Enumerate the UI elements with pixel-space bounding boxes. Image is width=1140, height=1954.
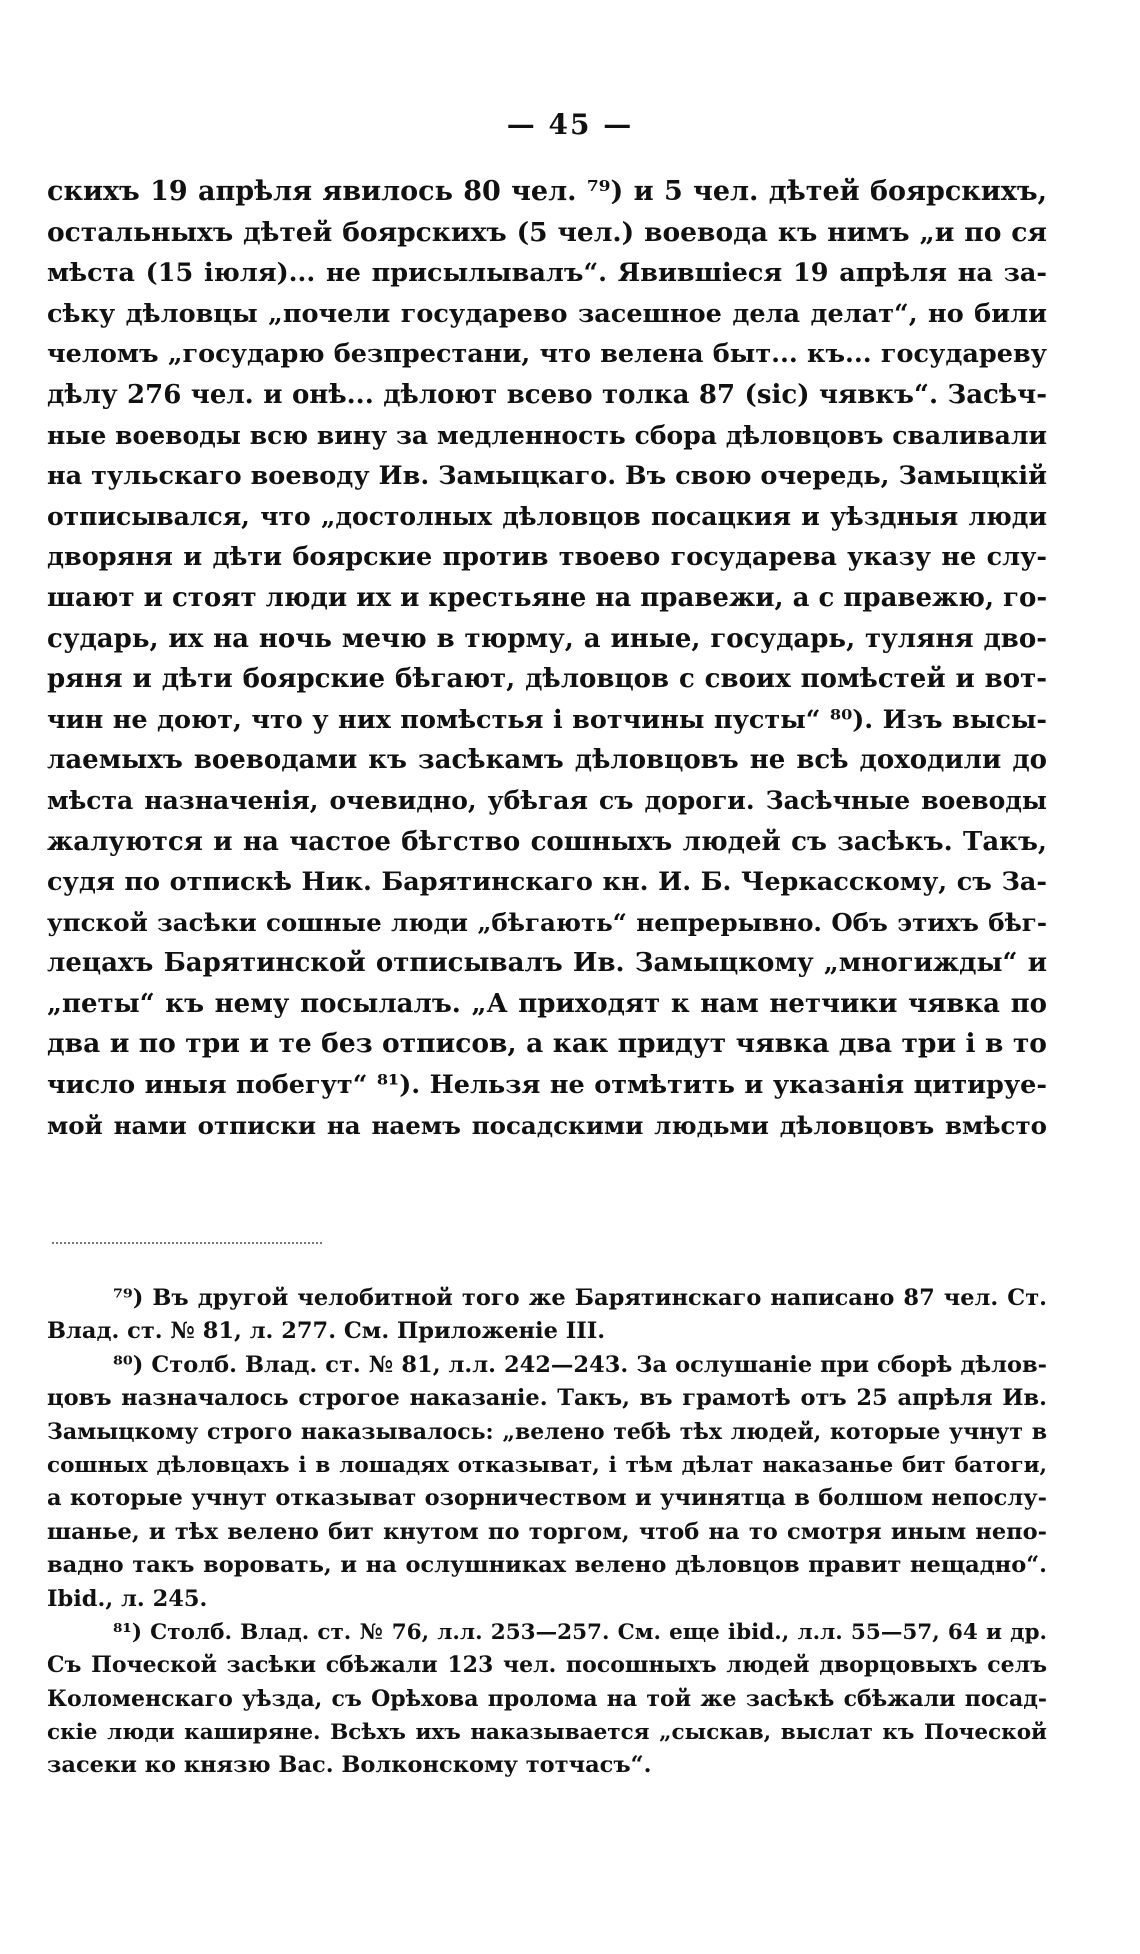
footnote-line: ⁸⁰) Столб. Влад. ст. № 81, л.л. 242—243. За ослушаніе при сборѣ дѣлов- — [113, 1351, 1047, 1378]
body-line: судя по отпискѣ Ник. Барятинскаго кн. И. Б. Черкасскому, съ За- — [47, 867, 1047, 898]
footnote-line: вадно такъ воровать, и на ослушниках велено дѣловцов правит нещадно“. — [47, 1552, 1047, 1579]
page-number: — 45 — — [506, 108, 634, 141]
body-line: дѣлу 276 чел. и онѣ... дѣлоют всево толка 87 (sic) чявкъ“. Засѣч- — [47, 379, 1047, 410]
footnote-line: Коломенскаго уѣзда, съ Орѣхова пролома на той же засѣкѣ сбѣжали посад- — [47, 1685, 1047, 1712]
footnote-line: цовъ назначалось строгое наказаніе. Такъ, въ грамотѣ отъ 25 апрѣля Ив. — [47, 1385, 1047, 1412]
footnote-line: Ibid., л. 245. — [47, 1585, 208, 1612]
footnote-line: Замыцкому строго наказывалось: „велено тебѣ тѣх людей, которые учнут в — [47, 1418, 1047, 1445]
footnote-line: ⁷⁹) Въ другой челобитной того же Барятинскаго написано 87 чел. Ст. — [113, 1285, 1047, 1311]
body-line: мой нами отписки на наемъ посадскими людьми дѣловцовъ вмѣсто — [47, 1110, 1047, 1140]
body-line: мѣста назначенія, очевидно, убѣгая съ дороги. Засѣчные воеводы — [47, 785, 1047, 815]
footnote-line: засеки ко князю Вас. Волконскому тотчасъ“. — [47, 1752, 652, 1779]
body-line: на тульскаго воеводу Ив. Замыцкаго. Въ свою очередь, Замыцкій — [47, 461, 1047, 492]
footnote-line: шанье, и тѣх велено бит кнутом по торгом, чтоб на то смотря иным непо- — [47, 1518, 1047, 1545]
footnote-line: Влад. ст. № 81, л. 277. См. Приложеніе III. — [47, 1318, 606, 1345]
footnote-line: скіе люди каширяне. Всѣхъ ихъ наказывается „сыскав, выслат къ Поческой — [47, 1720, 1047, 1746]
body-line: число иныя побегут“ ⁸¹). Нельзя не отмѣтить и указанія цитируе- — [47, 1070, 1047, 1101]
body-line: „петы“ къ нему посылалъ. „А приходят к нам нетчики чявка по — [47, 988, 1047, 1019]
footnote-line: сошных дѣловцахъ і в лошадях отказыват, і тѣм дѣлат наказанье бит батоги, — [47, 1452, 1047, 1478]
body-line: мѣста (15 іюля)... не присылывалъ“. Явившіеся 19 апрѣля на за- — [47, 258, 1047, 289]
body-line: сударь, их на ночь мечю в тюрму, а иные, государь, туляня дво- — [47, 623, 1047, 654]
body-line: лаемыхъ воеводами къ засѣкамъ дѣловцовъ не всѣ доходили до — [47, 745, 1047, 776]
body-line: отписывался, что „достолных дѣловцов посацкия и уѣздныя люди — [47, 501, 1047, 531]
body-line: дворяня и дѣти боярские против твоево государева указу не слу- — [47, 542, 1047, 573]
footnote-line: ⁸¹) Столб. Влад. ст. № 76, л.л. 253—257. См. еще ibid., л.л. 55—57, 64 и др. — [113, 1619, 1047, 1645]
body-line: остальныхъ дѣтей боярскихъ (5 чел.) воевода къ нимъ „и по ся — [47, 216, 1047, 248]
body-line: два и по три и те без отписов, а как придут чявка два три і в то — [47, 1028, 1047, 1060]
body-line: челомъ „государю безпрестани, что велена быт... къ... государеву — [47, 339, 1047, 370]
main-text — [47, 172, 1047, 1146]
body-line: чин не доют, что у них помѣстья і вотчины пусты“ ⁸⁰). Изъ высы- — [47, 704, 1047, 735]
body-line: сѣку дѣловцы „почели государево засешное дела делат“, но били — [47, 298, 1047, 329]
body-line: шают и стоят люди их и крестьяне на правежи, а с правежю, го- — [47, 582, 1047, 613]
body-line: ные воеводы всю вину за медленность сбора дѣловцовъ сваливали — [47, 420, 1047, 450]
footnote-line: Съ Поческой засѣки сбѣжали 123 чел. посошныхъ людей дворцовыхъ селъ — [47, 1652, 1047, 1679]
body-line: ряня и дѣти боярские бѣгают, дѣловцов с своих помѣстей и вот- — [47, 664, 1047, 695]
footnote-line: а которые учнут отказыват озорничеством и учинятца в болшом непослу- — [47, 1485, 1047, 1512]
body-line: упской засѣки сошные люди „бѣгають“ непрерывно. Объ этихъ бѣг- — [47, 907, 1047, 937]
body-line: скихъ 19 апрѣля явилось 80 чел. ⁷⁹) и 5 чел. дѣтей боярскихъ, — [47, 176, 1047, 207]
body-line: лецахъ Барятинской отписывалъ Ив. Замыцкому „многижды“ и — [47, 948, 1047, 979]
footnote-separator — [52, 1242, 322, 1244]
body-line: жалуются и на частое бѣгство сошныхъ людей съ засѣкъ. Такъ, — [47, 826, 1047, 857]
footnotes — [47, 1282, 1047, 1783]
